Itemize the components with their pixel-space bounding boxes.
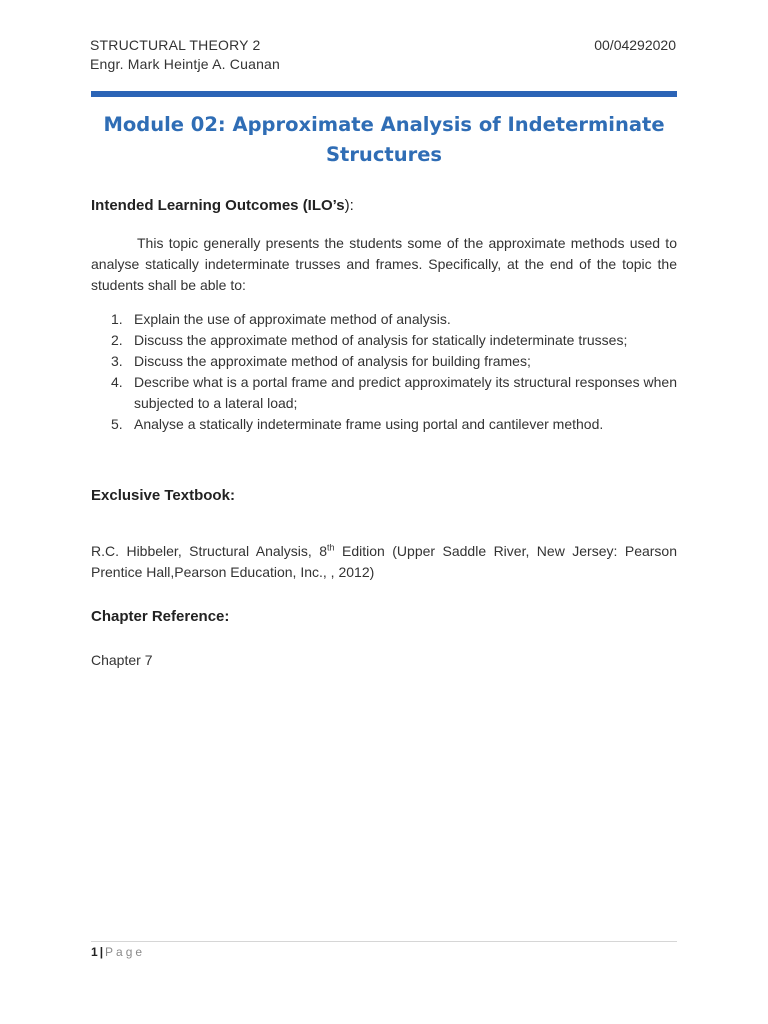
module-title	[91, 110, 677, 170]
ilo-intro: This topic generally presents the students some of the approximate methods used to analyse statically indeterminate trusses and frames. Specifically, at the end of the topic the students shall be able to:	[91, 235, 677, 293]
list-item-number: 2.	[111, 332, 123, 348]
footer-rule	[91, 941, 677, 942]
textbook-edition-sup: th	[327, 542, 335, 553]
header-course: STRUCTURAL THEORY 2	[90, 37, 261, 53]
ilo-heading	[91, 197, 354, 214]
list-item-text: Explain the use of approximate method of analysis.	[134, 311, 451, 327]
page-label: Page	[105, 945, 146, 959]
list-item-number: 4.	[111, 374, 123, 390]
list-item	[91, 330, 677, 351]
list-item	[91, 351, 677, 372]
ilo-list	[91, 309, 677, 435]
list-item-text: Discuss the approximate method of analysis for building frames;	[134, 353, 531, 369]
header-code: 00/04292020	[594, 37, 676, 53]
header-author: Engr. Mark Heintje A. Cuanan	[90, 56, 281, 72]
list-item-text: Analyse a statically indeterminate frame using portal and cantilever method.	[134, 416, 604, 432]
list-item-number: 5.	[111, 416, 123, 432]
textbook-citation-start: R.C. Hibbeler, Structural Analysis, 8	[91, 543, 328, 559]
list-item	[91, 372, 677, 414]
chapter-value: Chapter 7	[91, 652, 153, 668]
textbook-citation	[91, 541, 677, 583]
textbook-citation-end: Edition (Upper Saddle River, New Jersey: Pearson Prentice Hall,Pearson Education, Inc., , 2012)	[91, 543, 677, 580]
list-item-number: 3.	[111, 353, 123, 369]
ilo-heading-tail: ):	[344, 197, 354, 214]
list-item-text: Describe what is a portal frame and predict approximately its structural responses when subjected to a lateral load;	[134, 374, 677, 411]
header-rule	[91, 91, 677, 97]
chapter-heading: Chapter Reference:	[91, 608, 230, 625]
page-number: 1	[91, 945, 98, 959]
module-title-line1: Module 02: Approximate Analysis of Indeterminate	[103, 113, 665, 136]
list-item-number: 1.	[111, 311, 123, 327]
footer-separator: |	[99, 945, 104, 959]
page-footer	[91, 945, 145, 959]
ilo-heading-bold: Intended Learning Outcomes (ILO’s	[91, 197, 345, 214]
list-item	[91, 309, 677, 330]
module-title-line2: Structures	[325, 143, 443, 166]
list-item	[91, 414, 677, 435]
list-item-text: Discuss the approximate method of analysis for statically indeterminate trusses;	[134, 332, 628, 348]
textbook-heading: Exclusive Textbook:	[91, 487, 235, 504]
